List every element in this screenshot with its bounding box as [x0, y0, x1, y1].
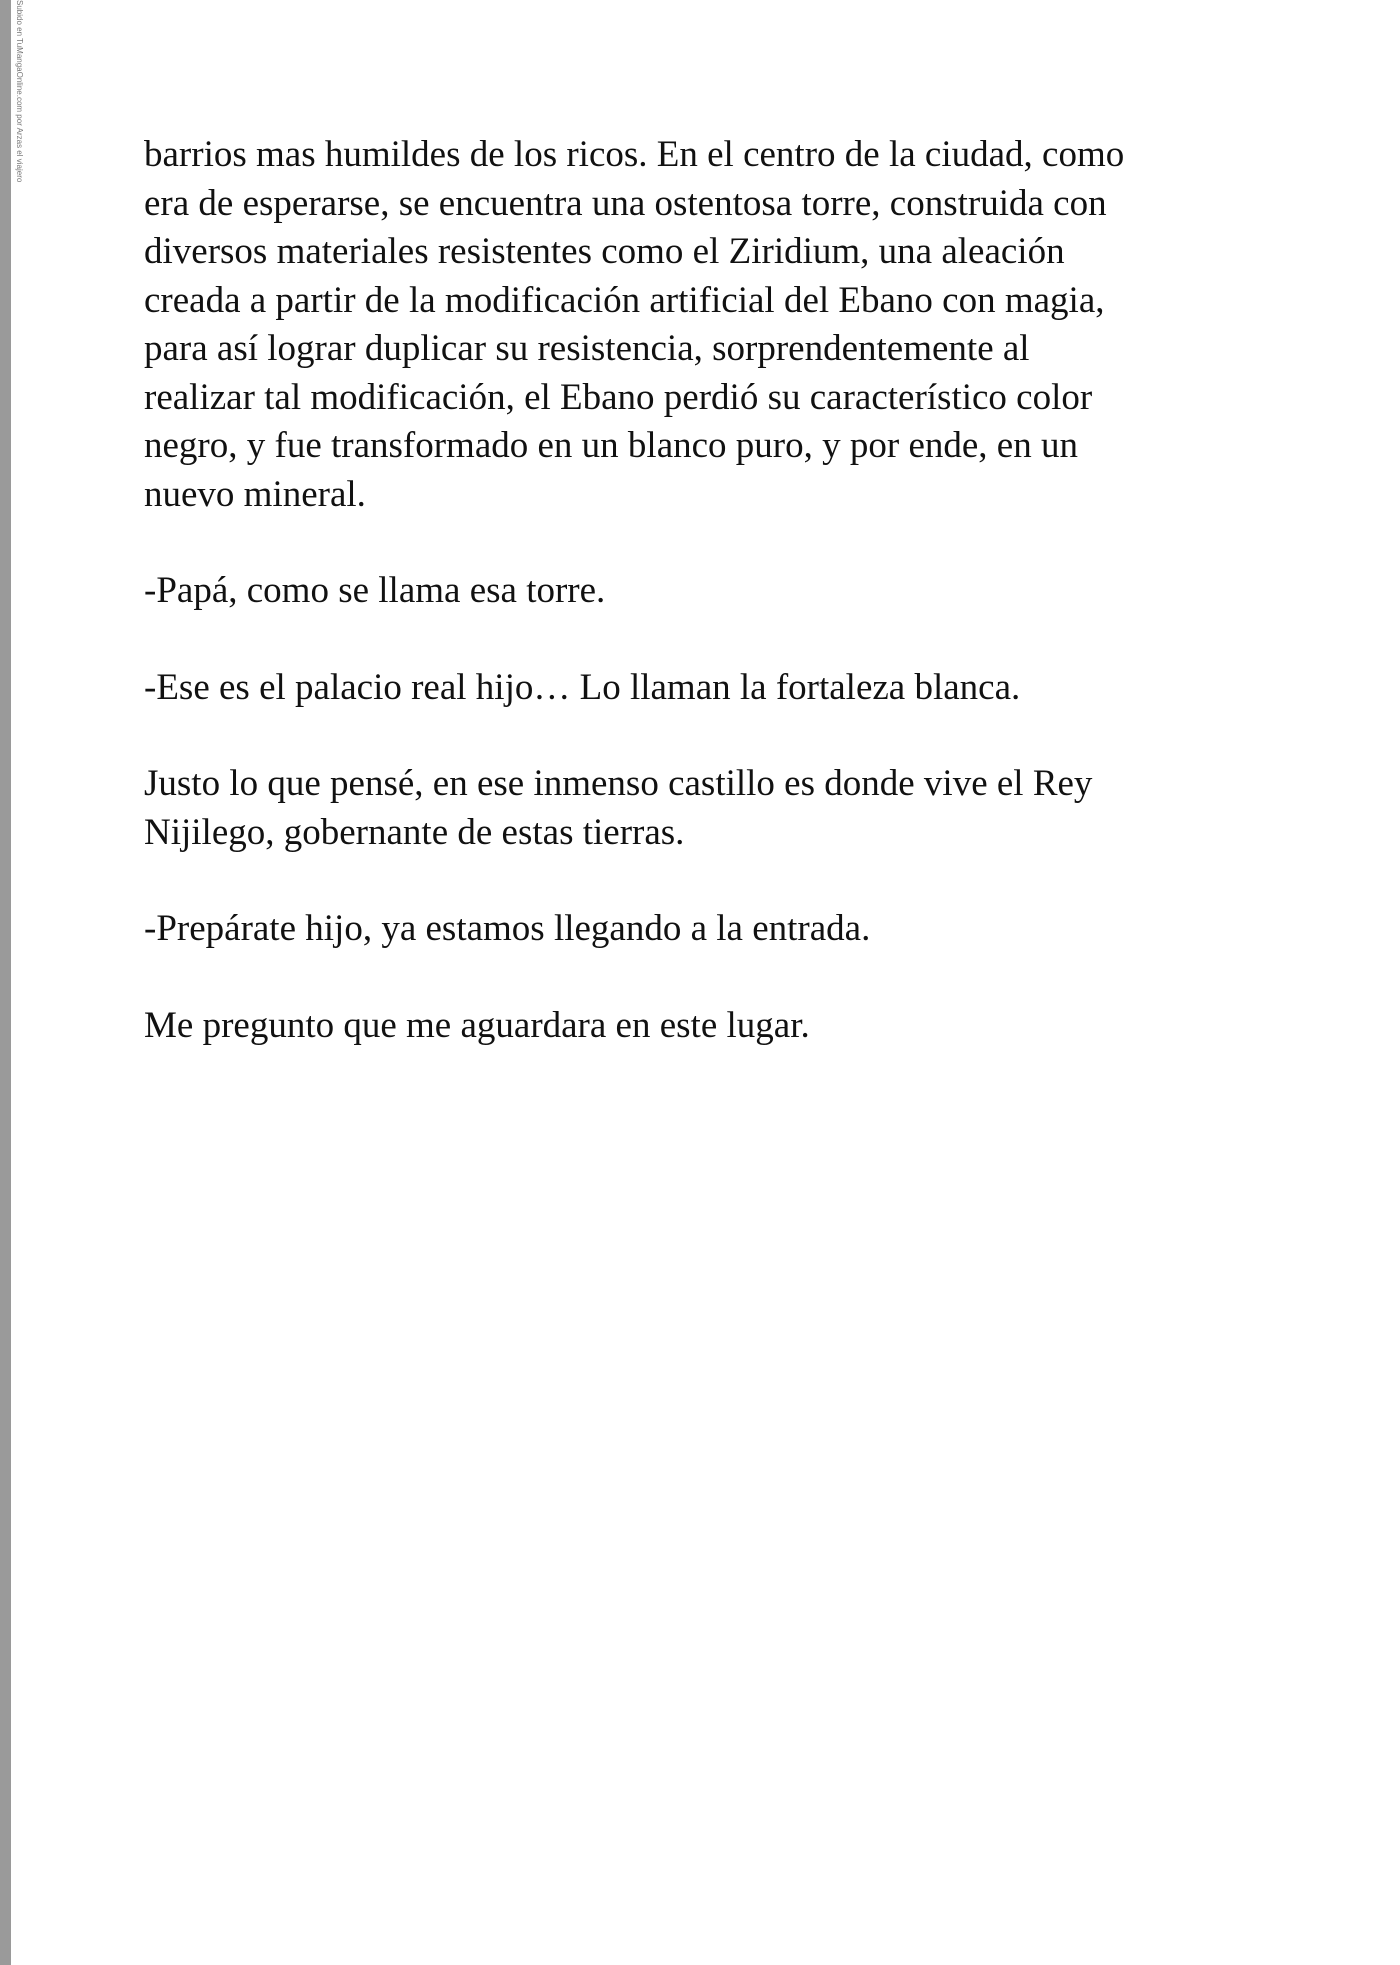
paragraph-closing-thought: Me pregunto que me aguardara en este lugar.	[144, 1004, 810, 1046]
upload-watermark: Subido en TuMangaOnline.com por Arzas el viajero	[15, 0, 24, 183]
paragraph-castle-thought: Justo lo que pensé, en ese inmenso castillo es donde vive el Rey Nijilego, gobernante de estas tierras.	[144, 763, 1093, 853]
paragraph-dialogue-answer: -Ese es el palacio real hijo… Lo llaman la fortaleza blanca.	[144, 666, 1021, 708]
left-margin-strip	[0, 0, 11, 1965]
paragraph-dialogue-question: -Papá, como se llama esa torre.	[144, 570, 606, 611]
page-body	[144, 131, 1284, 1098]
paragraph-city-tower: barrios mas humildes de los ricos. En el centro de la ciudad, como era de esperarse, se encuentra una ostentosa torre, construida con diversos materiales resistentes como el Ziridium, una aleación creada a partir de la modificación artificial del Ebano con magia, para así lograr duplicar su resistencia, sorprendentemente al realizar tal modificación, el Ebano perdió su característico color negro, y fue transformado en un blanco puro, y por ende, en un nuevo mineral.	[144, 134, 1125, 515]
paragraph-dialogue-entrance: -Prepárate hijo, ya estamos llegando a la entrada.	[144, 908, 871, 949]
